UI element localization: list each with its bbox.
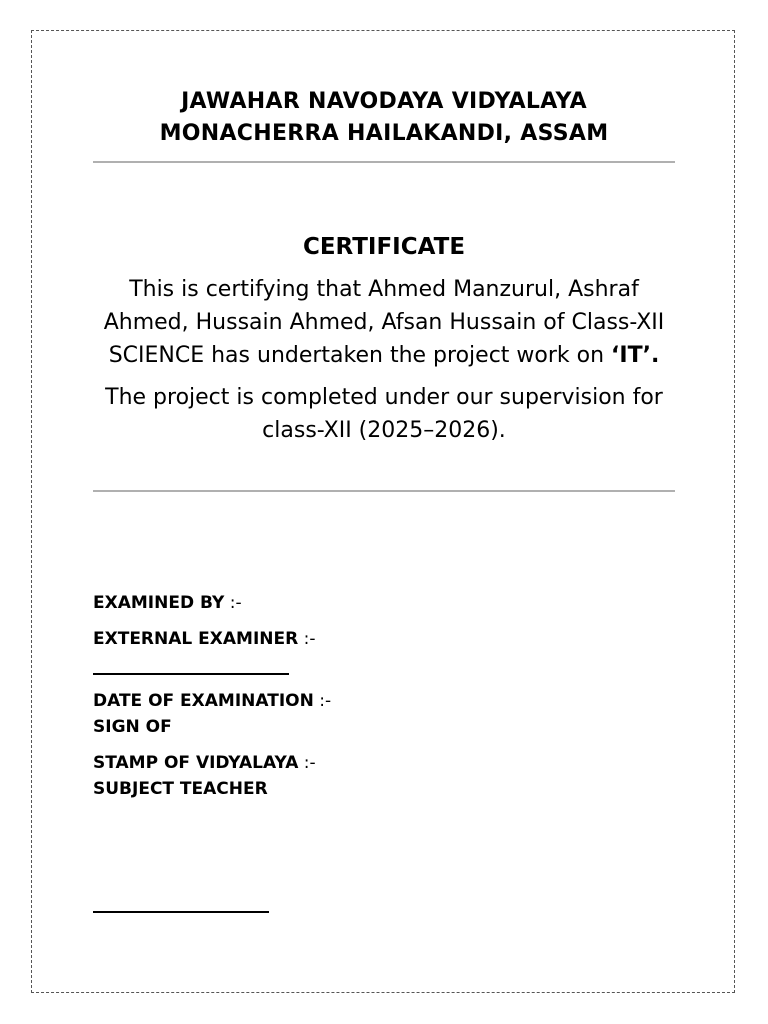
certificate-statement-text: This is certifying that Ahmed Manzurul, Ashraf Ahmed, Hussain Ahmed, Afsan Hussain of Class-XII SCIENCE has undertaken the project work on xyxy=(103,277,665,368)
examiner-signature-line xyxy=(93,673,289,675)
subject-teacher-field xyxy=(93,776,493,802)
examined-by-label: EXAMINED BY xyxy=(93,593,225,613)
sign-of-label: SIGN OF xyxy=(93,717,172,737)
body-divider xyxy=(93,490,675,492)
stamp-of-vidyalaya-separator: :- xyxy=(298,753,316,773)
examination-fields xyxy=(93,590,493,802)
project-name: ‘IT’. xyxy=(611,343,660,368)
date-of-examination-field xyxy=(93,688,493,714)
date-of-examination-separator: :- xyxy=(313,691,332,711)
date-of-examination-label: DATE OF EXAMINATION xyxy=(93,691,314,711)
examined-by-field xyxy=(93,590,493,616)
school-header xyxy=(93,86,675,150)
page-border xyxy=(31,30,735,993)
teacher-signature-line xyxy=(93,911,269,913)
header-divider xyxy=(93,161,675,163)
stamp-of-vidyalaya-field xyxy=(93,750,493,776)
certificate-body xyxy=(93,273,675,447)
external-examiner-field xyxy=(93,626,493,652)
examined-by-separator: :- xyxy=(224,593,242,613)
certificate-statement xyxy=(93,273,675,372)
certificate-title: CERTIFICATE xyxy=(302,234,466,260)
supervision-statement: The project is completed under our supervision for class-XII (2025–2026). xyxy=(105,385,663,443)
external-examiner-separator: :- xyxy=(298,629,316,649)
subject-teacher-label: SUBJECT TEACHER xyxy=(93,779,268,799)
school-name: JAWAHAR NAVODAYA VIDYALAYA xyxy=(181,89,587,114)
sign-of-field xyxy=(93,714,493,740)
school-location: MONACHERRA HAILAKANDI, ASSAM xyxy=(159,121,609,146)
stamp-of-vidyalaya-label: STAMP OF VIDYALAYA xyxy=(93,753,299,773)
external-examiner-label: EXTERNAL EXAMINER xyxy=(93,629,299,649)
